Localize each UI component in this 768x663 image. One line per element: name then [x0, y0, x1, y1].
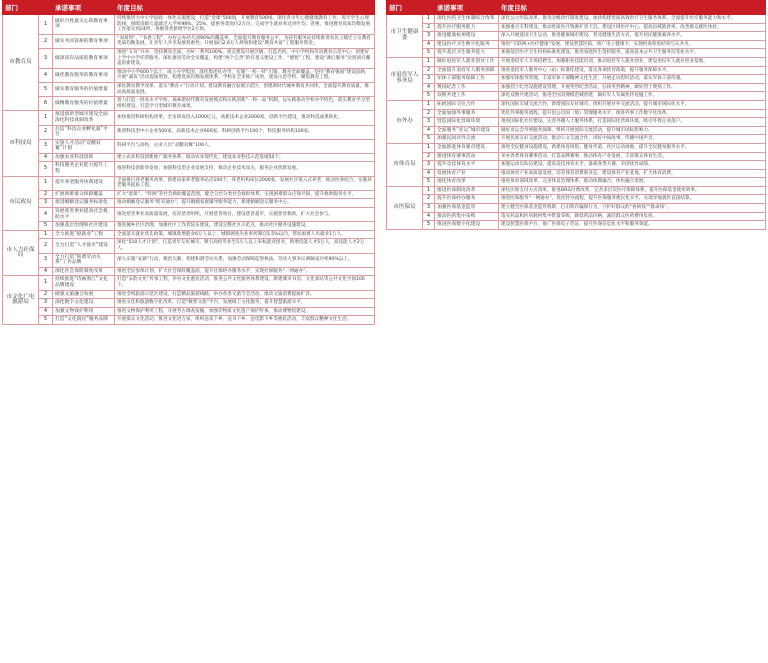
item-number-cell: 1: [423, 100, 435, 109]
commitment-cell: 全力打造“和谐劳动关系”工作品牌: [53, 253, 115, 267]
right-table-body: [387, 15, 766, 230]
commitment-cell: 全面提升退役军人服务保障: [435, 66, 499, 75]
annual-goal-cell: 推进全民参保计划，扩大社会保险覆盖面，提升社保经办服务水平，实现社保服务“一网通办”。: [115, 267, 375, 276]
right-commitment-table: [386, 0, 766, 230]
item-number-cell: 4: [39, 68, 53, 82]
item-number-cell: 1: [39, 15, 53, 35]
commitment-cell: 全面服务“亚运”城市建设: [435, 126, 499, 135]
item-number-cell: 5: [39, 222, 53, 231]
commitment-cell: 加强基层治理和社区建设: [53, 222, 115, 231]
table-row: [3, 239, 375, 253]
annual-goal-cell: 推动体育产业高质量发展，培育体育消费新业态，建设体育产业基地，扩大体育消费。: [499, 169, 766, 178]
annual-goal-cell: 深化教育教学改革，落实“教育+”行动计划，建设教育融合发展示范区，创建新时代城乡教育共同体，全面提升教育质量，推动高质量发展。: [115, 82, 375, 96]
commitment-cell: 加强文物保护利用: [53, 307, 115, 316]
commitment-cell: 推进健康杭州建设: [435, 32, 499, 41]
department-cell: 市外办: [387, 100, 423, 143]
department-cell: 市体育局: [387, 143, 423, 186]
department-cell: 市民政局: [3, 176, 39, 230]
commitment-cell: 双拥共建工作: [435, 92, 499, 101]
table-row: [387, 92, 766, 101]
table-row: [3, 111, 375, 125]
item-number-cell: 1: [423, 57, 435, 66]
table-row: [387, 118, 766, 127]
item-number-cell: 5: [423, 92, 435, 101]
commitment-cell: 全力打造“人才强市”建设: [53, 239, 115, 253]
annual-goal-cell: 推进退役军人服务中心（站）标准化建设，落实各项优待政策，提升服务保障水平。: [499, 66, 766, 75]
item-number-cell: 1: [423, 143, 435, 152]
annual-goal-cell: 深化公立医院改革，推进分级诊疗制度建设，加快构建优质高效医疗卫生服务体系，全面提升医疗服务能力和水平。: [499, 15, 766, 24]
annual-goal-cell: 推进体育领域改革，完善体育治理体系，推动体教融合、体医融合发展。: [499, 178, 766, 187]
commitment-cell: 加强医保基金监管: [435, 204, 499, 213]
commitment-cell: 深化数字文化建设: [53, 299, 115, 308]
item-number-cell: 3: [39, 299, 53, 308]
commitment-cell: 发展慈善事业提高社会救助水平: [53, 208, 115, 222]
commitment-cell: 提升养老服务体系建设: [53, 176, 115, 190]
commitment-cell: 打造“文化润民”服务品牌: [53, 316, 115, 325]
table-row: [387, 32, 766, 41]
table-row: [3, 222, 375, 231]
table-row: [387, 83, 766, 92]
annual-goal-cell: 加强基层医疗卫生机构标准化建设，推进家庭医生签约服务，提高基本公共卫生服务均等化水平。: [499, 49, 766, 58]
table-row: [3, 162, 375, 176]
item-number-cell: 5: [423, 178, 435, 187]
header-goal: 年度目标: [499, 1, 766, 15]
annual-goal-cell: 加快推进科研机构改革，全市研发投入1000亿元，高新技术企业2000家，创新平台建设，推动科技成果转化。: [115, 111, 375, 125]
annual-goal-cell: 加强运动员队伍建设，提高竞技体育水平，备战各类大赛，争创优异成绩。: [499, 161, 766, 170]
table-row: [387, 15, 766, 24]
annual-goal-cell: 推进“互联网+医疗健康”发展，建设智慧医院，推广电子健康卡，实现检查检验结果互认共享。: [499, 40, 766, 49]
item-number-cell: 5: [423, 221, 435, 230]
item-number-cell: 3: [423, 204, 435, 213]
table-row: [387, 40, 766, 49]
header-task: 承诺事项: [53, 1, 115, 15]
department-cell: 市教育局: [3, 15, 39, 111]
item-number-cell: 2: [39, 125, 53, 139]
item-number-cell: 1: [423, 186, 435, 195]
item-number-cell: 4: [39, 307, 53, 316]
commitment-cell: 加强农业科技创新: [53, 153, 115, 162]
commitment-cell: 做好百姓最关心的教育事项: [53, 15, 115, 35]
commitment-cell: 军休干部服务保障工作: [435, 75, 499, 84]
commitment-cell: 做深富有品质的教育事项: [53, 48, 115, 68]
table-row: [387, 178, 766, 187]
table-row: [387, 161, 766, 170]
annual-goal-cell: 推进全民健身设施建设，新建体育场馆、健身步道、社区运动场地，提升全民健身服务水平。: [499, 143, 766, 152]
item-number-cell: 2: [39, 290, 53, 299]
table-row: [387, 57, 766, 66]
table-row: [3, 290, 375, 299]
header-num: [39, 1, 53, 15]
annual-goal-cell: 建设智慧医保平台，推广医保电子凭证，提升医保信息化水平和服务效能。: [499, 221, 766, 230]
table-row: [3, 230, 375, 239]
table-row: [387, 212, 766, 221]
annual-goal-cell: 打造“宋韵文化”传承工程，举办文化惠民活动，推进公共文化服务体系建设，新建城市书房、文化驿站等公共文化空间100个。: [115, 276, 375, 290]
annual-goal-cell: 深化国际友城交流合作，新增国际友好城市，组织开展对外交流活动，提升城市国际化水平。: [499, 100, 766, 109]
commitment-cell: 做实教育服务的价值增量: [53, 82, 115, 96]
table-row: [387, 23, 766, 32]
item-number-cell: 2: [423, 152, 435, 161]
item-number-cell: 1: [39, 276, 53, 290]
annual-goal-cell: 落实药品和医用耗材集中带量采购，降低药品价格，减轻群众医药费用负担。: [499, 212, 766, 221]
commitment-cell: 做实共同富裕的教育事项: [53, 34, 115, 48]
annual-goal-cell: 深化医保支付方式改革，推进DRG付费改革，完善多层次医疗保障体系，提升医保基金使用效率。: [499, 186, 766, 195]
header-num: [423, 1, 435, 15]
table-row: [3, 125, 375, 139]
annual-goal-cell: 推进慈善事业高质量发展，培育慈善组织，开展慈善项目，建设慈善超市，实施慈善救助，扩大社会参与。: [115, 208, 375, 222]
item-number-cell: 5: [39, 82, 53, 96]
table-header-row: [387, 1, 766, 15]
table-row: [3, 68, 375, 82]
commitment-cell: 褒扬纪念工作: [435, 83, 499, 92]
item-number-cell: 4: [423, 169, 435, 178]
annual-goal-cell: 建立农业科技创新推广服务体系，推动农业现代化，建设农业科技示范基地50个。: [115, 153, 375, 162]
annual-goal-cell: 优化外事服务流程，提升因公出国（境）管理服务水平，推进外事工作数字化改革。: [499, 109, 766, 118]
item-number-cell: 2: [423, 109, 435, 118]
commitment-cell: 发展体育产业: [435, 169, 499, 178]
left-table-body: [3, 15, 375, 325]
commitment-cell: 做精教育服务的价值增量: [53, 97, 115, 111]
table-header-row: [3, 1, 375, 15]
commitment-cell: 提升竞技体育水平: [435, 161, 499, 170]
annual-goal-cell: 扩大“低保”、“特困”等社会救助覆盖范围，健全分层分类社会救助体系，实现困难群众应保尽保，提升救助服务水平。: [115, 190, 375, 199]
commitment-cell: 推动医药集中采购: [435, 212, 499, 221]
item-number-cell: 4: [39, 208, 53, 222]
commitment-cell: 拓展国际交往合作: [435, 100, 499, 109]
item-number-cell: 1: [39, 111, 53, 125]
item-number-cell: 1: [423, 15, 435, 24]
commitment-cell: 持续推进“诗画浙江”文化品牌建设: [53, 276, 115, 290]
table-row: [3, 15, 375, 35]
table-row: [387, 186, 766, 195]
annual-goal-cell: 开展群众文化活动，推进文化进万家，组织送戏下乡、送书下乡、送电影下乡等惠民活动，丰富群众精神文化生活。: [115, 316, 375, 325]
annual-goal-cell: 推进国际化社区建设，完善外籍人士服务体系，打造国际化营商环境，吸引外资企业落户。: [499, 118, 766, 127]
department-cell: 市卫生健康委: [387, 15, 423, 58]
table-row: [3, 208, 375, 222]
item-number-cell: 2: [423, 66, 435, 75]
annual-goal-cell: 开展退役军人专场招聘会，加强职业技能培训，推动退役军人就业创业，建设退役军人就业创业基地。: [499, 57, 766, 66]
annual-goal-cell: 推进城乡社区治理，加强社区工作者队伍建设，建设完整社区示范点，推动社区服务设施建设。: [115, 222, 375, 231]
annual-goal-cell: 深化双拥共建活动，推进全国双拥模范城创建，做好军人军属优待抚恤工作。: [499, 92, 766, 101]
annual-goal-cell: 建立健全医保基金监管机制，打击欺诈骗保行为，守护好群众的“看病钱”“救命钱”。: [499, 204, 766, 213]
table-row: [3, 276, 375, 290]
table-row: [387, 75, 766, 84]
annual-goal-cell: 科研平台与高校，企业人员“双鹏双翼”100人。: [115, 139, 375, 153]
table-row: [387, 221, 766, 230]
annual-goal-cell: 推进“五育”并举，坚持教育全面，办好一系列100%，重点建设开展区级，打造名校、中小学校和劳动教育示范中心；创建好上学中小学托管服务，深化推进劳动全员覆盖，构建“两个完善”的有意义建设工作，“德智”工程，建设“课后服务”达到项目覆盖的新建设。: [115, 48, 375, 68]
annual-goal-cell: 推进文物保护利用工程，开展考古调查发掘，加强非物质文化遗产保护传承，推动博物馆建设。: [115, 307, 375, 316]
table-row: [3, 307, 375, 316]
item-number-cell: 1: [39, 176, 53, 190]
item-number-cell: 4: [423, 212, 435, 221]
annual-goal-cell: 新增科技型中小企业500家，高新技术企业600家，科研创新平台100个，科技服务机构100家。: [115, 125, 375, 139]
item-number-cell: 2: [39, 34, 53, 48]
commitment-cell: 建设医疗卫生数字化服务: [435, 40, 499, 49]
table-row: [387, 143, 766, 152]
item-number-cell: 3: [39, 199, 53, 208]
table-row: [3, 190, 375, 199]
table-row: [3, 253, 375, 267]
commitment-cell: 全面推进体育强市建设: [435, 143, 499, 152]
department-cell: 市医保局: [387, 186, 423, 229]
item-number-cell: 4: [39, 267, 53, 276]
commitment-cell: 全力推进“稳就业”工程: [53, 230, 115, 239]
annual-goal-cell: 加强烈士纪念设施建设管理，开展英烈纪念活动，弘扬英烈精神，做好烈士褒扬工作。: [499, 83, 766, 92]
item-number-cell: 4: [423, 83, 435, 92]
annual-goal-cell: 持续推进大中小学思政一体化实施建设，打造“金课”500项，开展教育500场。深化青少年心理健康教育工作，筑牢学生心理防线，保障适龄儿童就近入学率98%、25%，提供各类岗位2万位，完成学生就业率达到平均、普惠，推进教育优质均衡发展工作落实到24所，各级各类新增学位2万场。: [115, 15, 375, 35]
table-row: [3, 267, 375, 276]
item-number-cell: 5: [423, 135, 435, 144]
commitment-cell: 实施人才活动“双鹏双翼”计划: [53, 139, 115, 153]
annual-goal-cell: “而易得”、“书香工程”，办好公办幼儿园90%的覆盖率，全面提升教育服务公平，为持有服务证持续推进农民工随迁子女教育优质均衡发展，让青年人共享发展普惠性；开展面向2.6万人规划和建设“教育共富”工程服务资金。: [115, 34, 375, 48]
table-row: [3, 153, 375, 162]
table-row: [3, 82, 375, 96]
item-number-cell: 2: [423, 195, 435, 204]
table-row: [387, 49, 766, 58]
item-number-cell: 1: [39, 230, 53, 239]
commitment-cell: 提升基层卫生服务能力: [435, 49, 499, 58]
table-row: [387, 195, 766, 204]
annual-goal-cell: 加强军休服务管理，丰富军休干部精神文化生活，开展走访慰问活动，落实军休干部待遇。: [499, 75, 766, 84]
department-cell: 市文化广电旅游局: [3, 276, 39, 325]
commitment-cell: 做好退役军人就业创业工作: [435, 57, 499, 66]
commitment-cell: 打造“科技企业孵化器”平台: [53, 125, 115, 139]
item-number-cell: 3: [423, 161, 435, 170]
annual-goal-cell: 着力打造一批高水平学校，探索新时代教育发展模式和实践创新“一校一品”机制，以实践推动学校办学特色，落实教育学习型组织建设，打造学习型城市教育成果。: [115, 97, 375, 111]
annual-goal-cell: 推进科技创新券发放，加强科技型企业发展支持，推动企业技术攻关，服务企业创新发展。: [115, 162, 375, 176]
department-cell: 市科技局: [3, 111, 39, 176]
item-number-cell: 4: [39, 153, 53, 162]
commitment-cell: 推进婚姻登记服务标准化: [53, 199, 115, 208]
table-row: [387, 169, 766, 178]
table-row: [387, 152, 766, 161]
commitment-cell: 推进创新型城市建设全面深化科技体制改革: [53, 111, 115, 125]
table-row: [387, 126, 766, 135]
table-row: [3, 48, 375, 68]
item-number-cell: 2: [423, 23, 435, 32]
left-commitment-table: [2, 0, 375, 325]
item-number-cell: 6: [39, 97, 53, 111]
item-number-cell: 3: [39, 139, 53, 153]
annual-goal-cell: 推进全域旅游示范区建设，打造精品旅游线路，举办各类文旅节会活动，推动文旅消费提质扩容。: [115, 290, 375, 299]
table-row: [387, 109, 766, 118]
department-cell: 市退役军人事务局: [387, 57, 423, 100]
commitment-cell: 加强民间对外交流: [435, 135, 499, 144]
table-row: [3, 176, 375, 190]
annual-goal-cell: 推进文化和旅游数字化改革，打造“数智文旅”平台，发展线上文化服务，提升智慧旅游水平。: [115, 299, 375, 308]
commitment-cell: 做强文旅融合发展: [53, 290, 115, 299]
commitment-cell: 深化体育改革: [435, 178, 499, 187]
annual-goal-cell: 做好亚运会外事服务保障，组织开展国际交流活动，提升城市国际影响力。: [499, 126, 766, 135]
item-number-cell: 3: [423, 75, 435, 84]
table-row: [387, 135, 766, 144]
annual-goal-cell: 推动婚姻登记服务“跨省通办”，提升婚姻家庭辅导服务能力，新建婚姻登记服务中心。: [115, 199, 375, 208]
commitment-cell: 做优教育服务的教育事项: [53, 68, 115, 82]
table-row: [3, 34, 375, 48]
table-row: [3, 199, 375, 208]
item-number-cell: 5: [423, 49, 435, 58]
commitment-cell: 推进医保数字化建设: [435, 221, 499, 230]
annual-goal-cell: 推动中小学600个以上，成立办学集团，深化集团化办学，实施“一校一特”引领，教育全面覆盖。坚持“教育强国”建设思路，开展“减负”活动提质增效，构建优质均衡发展体系，学校在全市推广成果，建设示范学校，聚焦教育工程。: [115, 68, 375, 82]
commitment-cell: 营造国际化营商环境: [435, 118, 499, 127]
table-row: [3, 97, 375, 111]
commitment-cell: 推进医保制度改革: [435, 186, 499, 195]
commitment-cell: 扩展困难群众保障覆盖: [53, 190, 115, 199]
header-task: 承诺事项: [435, 1, 499, 15]
annual-goal-cell: 推进医保服务“一网通办”，优化经办流程，提升医保服务便民化水平，实现异地就医直接结算。: [499, 195, 766, 204]
annual-goal-cell: 全面推行养老服务改革，新建居家养老服务站点100个，养老机构床位2000张，发展社区嵌入式养老，推动医养结合，实施养老服务提质工程。: [115, 176, 375, 190]
annual-goal-cell: 全面落实就业优先政策，城镇新增就业6万人以上，城镇调查失业率控制在5.5%以内，帮扶困难人员就业1万人。: [115, 230, 375, 239]
item-number-cell: 2: [39, 239, 53, 253]
annual-goal-cell: 深入实施“安薪”行动，根治欠薪，构建和谐劳动关系，加强劳动保障监察执法，劳动人事争议调解成功率90%以上。: [115, 253, 375, 267]
item-number-cell: 3: [39, 253, 53, 267]
item-number-cell: 3: [423, 32, 435, 41]
header-goal: 年度目标: [115, 1, 375, 15]
table-row: [387, 66, 766, 75]
item-number-cell: 5: [39, 162, 53, 176]
item-number-cell: 4: [423, 126, 435, 135]
annual-goal-cell: 加强重点专科建设，推动优质医疗资源扩容下沉，建设区域医疗中心，提高县域就诊率，改善群众就医体验。: [499, 23, 766, 32]
annual-goal-cell: 深入开展爱国卫生运动，推进健康城市建设，普及健康生活方式，提升居民健康素养水平。: [499, 32, 766, 41]
header-dept: 部门: [387, 1, 423, 15]
commitment-cell: 提升医保经办服务: [435, 195, 499, 204]
commitment-cell: 全面加强外事服务: [435, 109, 499, 118]
department-cell: 市人力社保局: [3, 230, 39, 276]
table-row: [387, 100, 766, 109]
table-row: [3, 139, 375, 153]
annual-goal-cell: 深化“510人才计划”，打造青年友好城市，吸引高校毕业生5万人以上来杭就业创业，新增技能人才5万人，高技能人才2万人。: [115, 239, 375, 253]
item-number-cell: 5: [39, 316, 53, 325]
item-number-cell: 3: [39, 48, 53, 68]
item-number-cell: 4: [423, 40, 435, 49]
item-number-cell: 2: [39, 190, 53, 199]
annual-goal-cell: 开展民间友好交流活动，推动人文交流合作，讲好中国故事，传播中国声音。: [499, 135, 766, 144]
table-row: [3, 316, 375, 325]
commitment-cell: 推进体育赛事活动: [435, 152, 499, 161]
table-row: [387, 204, 766, 213]
table-row: [3, 299, 375, 308]
header-dept: 部门: [3, 1, 39, 15]
commitment-cell: 深化社会保险制度改革: [53, 267, 115, 276]
commitment-cell: 深化医药卫生体制综合改革: [435, 15, 499, 24]
annual-goal-cell: 举办各类体育赛事活动，打造品牌赛事，推动体育产业发展，丰富群众体育生活。: [499, 152, 766, 161]
item-number-cell: 3: [423, 118, 435, 127]
commitment-cell: 科技服务企业能力提升工程: [53, 162, 115, 176]
commitment-cell: 提升医疗服务能力: [435, 23, 499, 32]
